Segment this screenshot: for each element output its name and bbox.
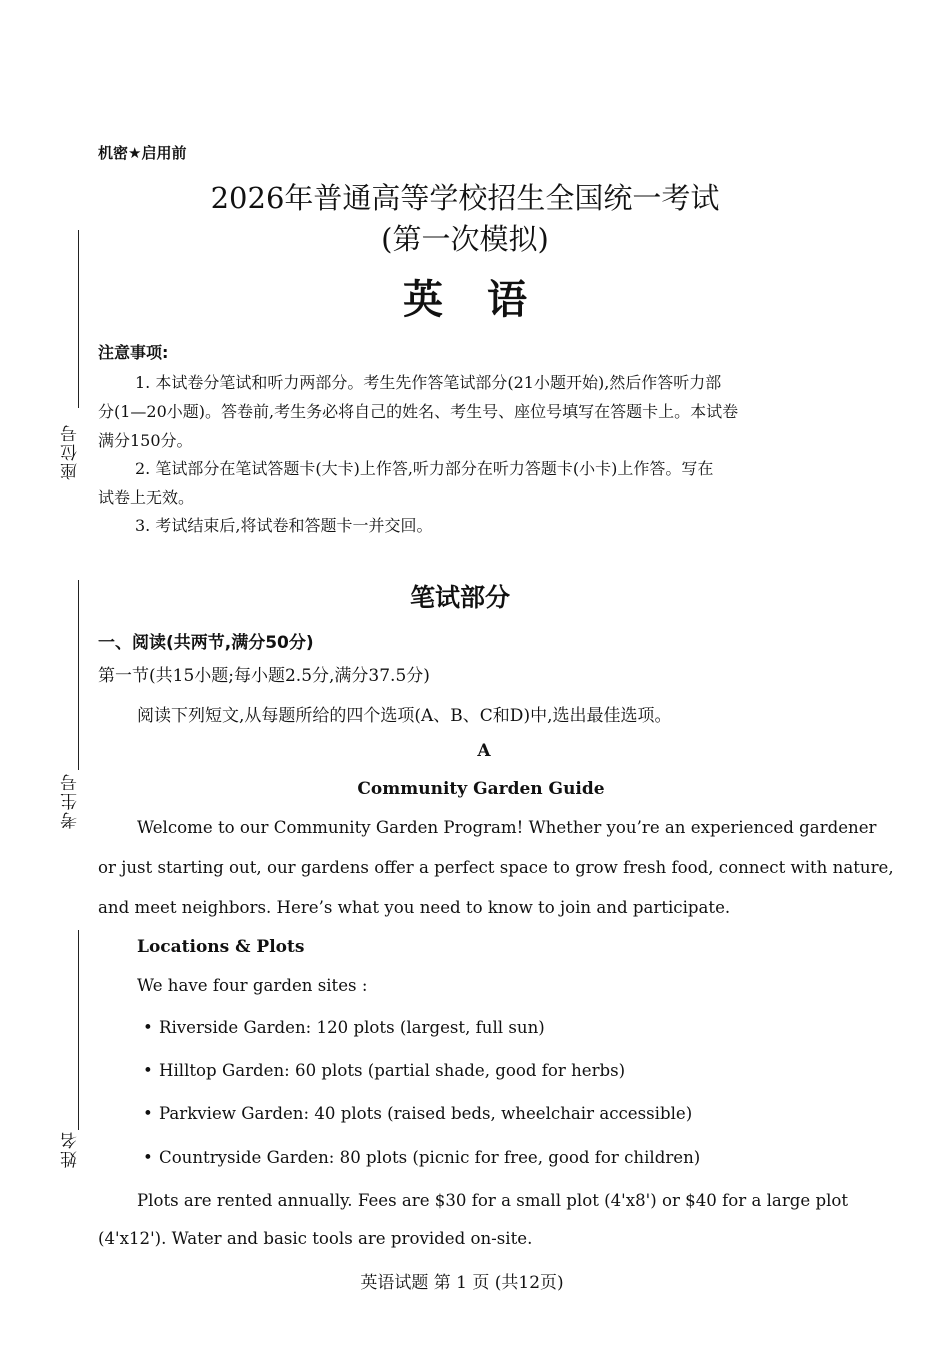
exam-title: 2026年普通高等学校招生全国统一考试 [210,181,720,215]
subject-title: 英语 [403,277,571,323]
fees-line: (4'x12'). Water and basic tools are provided on-site. [98,1229,533,1248]
seat-number-label: 座位号 [61,423,81,480]
site-text: Hilltop Garden: 60 plots (partial shade, good for herbs) [159,1061,626,1080]
reading-part-heading: 一、阅读(共两节,满分50分) [98,633,314,653]
locations-heading: Locations & Plots [137,937,305,957]
page-footer: 英语试题 第 1 页 (共12页) [360,1273,564,1293]
bullet-icon: • [143,1061,153,1080]
passage-intro-line: Welcome to our Community Garden Program! Whether you’re an experienced gardener [137,818,877,837]
passage-title: Community Garden Guide [357,779,605,799]
reading-instruction: 阅读下列短文,从每题所给的四个选项(A、B、C和D)中,选出最佳选项。 [137,706,672,726]
sites-intro: We have four garden sites : [137,976,368,995]
written-section-title: 笔试部分 [409,583,510,612]
exam-subtitle: (第一次模拟) [381,222,549,256]
note-line: 3. 考试结束后,将试卷和答题卡一并交回。 [135,516,433,535]
bullet-icon: • [143,1018,153,1037]
site-list-item [143,1148,700,1167]
note-line: 试卷上无效。 [98,488,195,507]
name-label: 姓名 [61,1130,81,1168]
section-one-heading: 第一节(共15小题;每小题2.5分,满分37.5分) [98,666,430,686]
note-line: 分(1—20小题)。答卷前,考生务必将自己的姓名、考生号、座位号填写在答题卡上。本试卷 [98,402,739,421]
passage-intro-line: or just starting out, our gardens offer a perfect space to grow fresh food, connect with nature, [98,858,894,877]
bullet-icon: • [143,1104,153,1123]
note-line: 2. 笔试部分在笔试答题卡(大卡)上作答,听力部分在听力答题卡(小卡)上作答。写在 [135,459,714,478]
site-list-item [143,1061,625,1080]
confidential-mark: 机密★启用前 [98,144,187,162]
name-line [78,930,79,1130]
site-text: Countryside Garden: 80 plots (picnic for free, good for children) [159,1148,701,1167]
site-list-item [143,1104,692,1123]
note-line: 1. 本试卷分笔试和听力两部分。考生先作答笔试部分(21小题开始),然后作答听力部 [135,373,722,392]
site-list-item [143,1018,545,1037]
site-text: Riverside Garden: 120 plots (largest, full sun) [159,1018,545,1037]
passage-intro-line: and meet neighbors. Here’s what you need to know to join and participate. [98,898,731,917]
notes-heading: 注意事项: [98,343,169,362]
site-text: Parkview Garden: 40 plots (raised beds, wheelchair accessible) [159,1104,693,1123]
exam-number-label: 考生号 [61,772,81,829]
bullet-icon: • [143,1148,153,1167]
note-line: 满分150分。 [98,431,193,450]
fees-line: Plots are rented annually. Fees are $30 for a small plot (4'x8') or $40 for a large plot [137,1191,849,1210]
passage-letter: A [477,741,491,761]
